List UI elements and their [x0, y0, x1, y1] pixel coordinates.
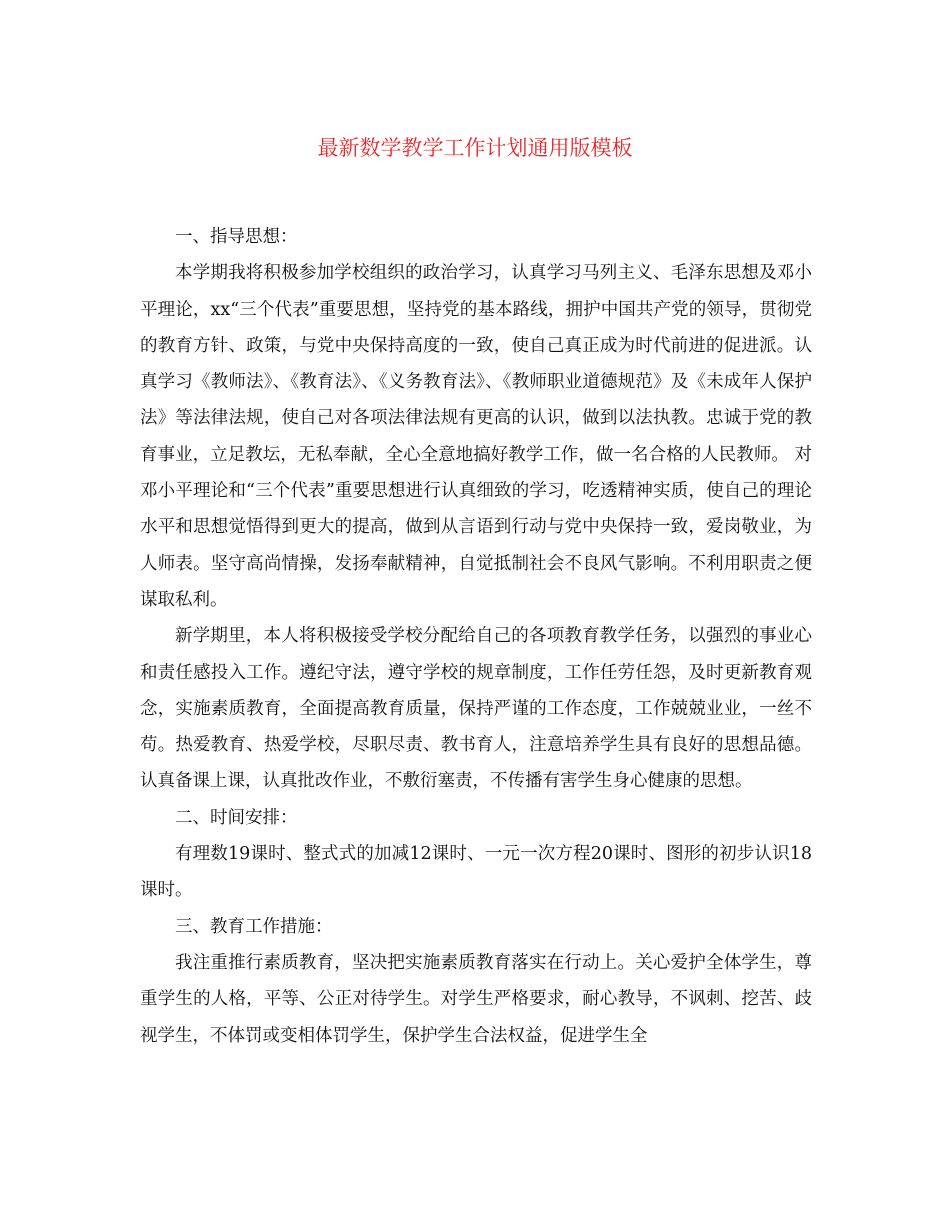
heading-teaching-measures: 三、教育工作措施： [175, 916, 333, 937]
paragraph: 新学期里，本人将积极接受学校分配给自己的各项教育教学任务，以强烈的事业心和责任感投入工作。遵纪守法，遵守学校的规章制度，工作任劳任怨，及时更新教育观念，实施素质教育，全面提高教育质量，保持严谨的工作态度，工作兢兢业业，一丝不苟。热爱教育、热爱学校，尽职尽责、教书育人，注意培养学生具有良好的思想品德。认真备课上课，认真批改作业，不敷衍塞责，不传播有害学生身心健康的思想。 [140, 626, 812, 792]
heading-guiding-ideology: 一、指导思想： [175, 227, 298, 247]
document-body [140, 219, 812, 1054]
document-title: 最新数学教学工作计划通用版模板 [317, 136, 633, 160]
paragraph: 有理数19课时、整式式的加减12课时、一元一次方程20课时、图形的初步认识18课时。 [140, 844, 812, 901]
paragraph: 本学期我将积极参加学校组织的政治学习，认真学习马列主义、毛泽东思想及邓小平理论，xx“三个代表”重要思想，坚持党的基本路线，拥护中国共产党的领导，贯彻党的教育方针、政策，与党中央保持高度的一致，使自己真正成为时代前进的促进派。认真学习《教师法》、《教育法》、《义务教育法》、《教师职业道德规范》及《未成年人保护法》等法律法规，使自己对各项法律法规有更高的认识，做到以法执教。忠诚于党的教育事业，立足教坛，无私奉献，全心全意地搞好教学工作，做一名合格的人民教师。 对邓小平理论和“三个代表”重要思想进行认真细致的学习，吃透精神实质，使自己的理论水平和思想觉悟得到更大的提高，做到从言语到行动与党中央保持一致，爱岗敬业，为人师表。坚守高尚情操，发扬奉献精神，自觉抵制社会不良风气影响。不利用职责之便谋取私利。 [140, 263, 812, 610]
heading-time-schedule: 二、时间安排： [175, 807, 298, 828]
paragraph: 我注重推行素质教育，坚决把实施素质教育落实在行动上。关心爱护全体学生，尊重学生的人格，平等、公正对待学生。对学生严格要求，耐心教导，不讽刺、挖苦、歧视学生，不体罚或变相体罚学生，保护学生合法权益，促进学生全 [140, 952, 812, 1046]
